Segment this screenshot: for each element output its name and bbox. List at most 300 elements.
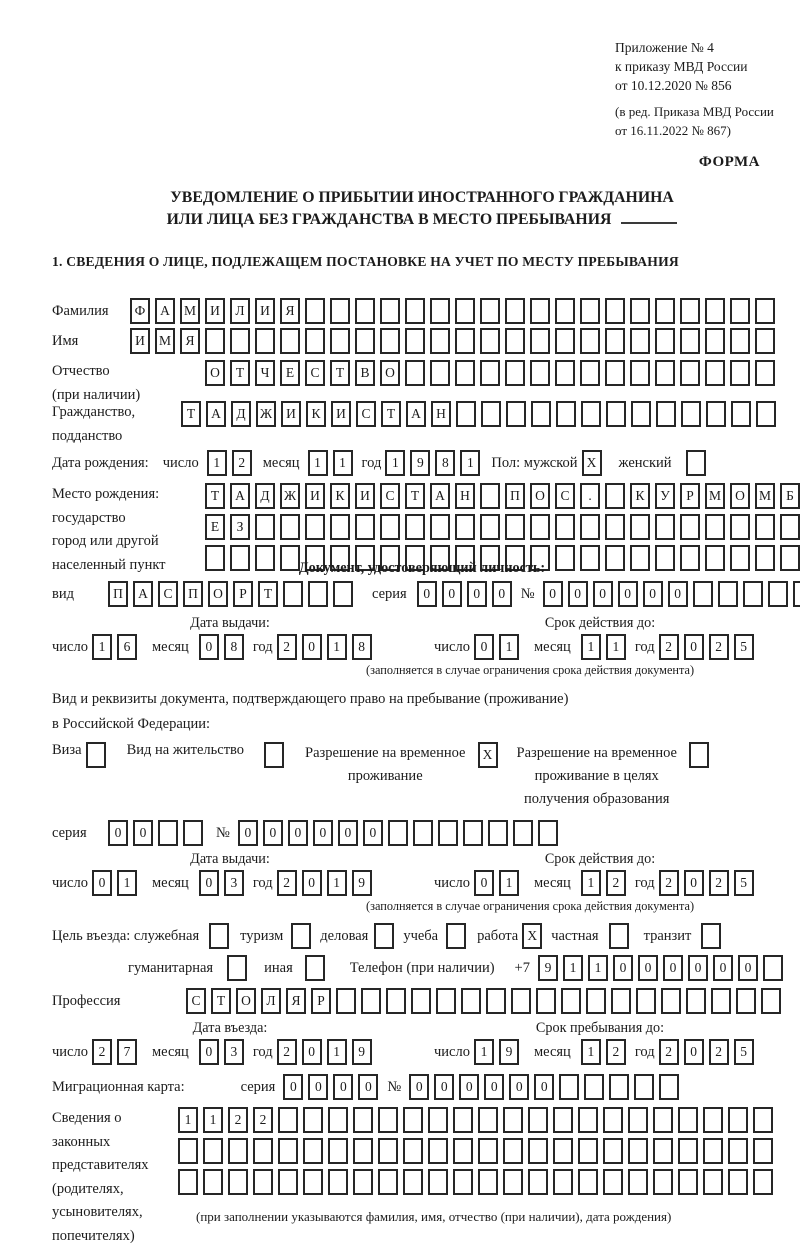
char-box[interactable]: 2 xyxy=(709,634,729,660)
char-box[interactable] xyxy=(680,545,700,571)
char-box[interactable] xyxy=(581,401,601,427)
char-box[interactable]: П xyxy=(505,483,525,509)
char-box[interactable] xyxy=(528,1169,548,1195)
char-box[interactable] xyxy=(330,298,350,324)
char-box[interactable] xyxy=(413,820,433,846)
char-box[interactable] xyxy=(530,360,550,386)
char-box[interactable] xyxy=(328,1107,348,1133)
char-box[interactable] xyxy=(655,298,675,324)
char-box[interactable] xyxy=(505,360,525,386)
char-box[interactable] xyxy=(686,450,706,476)
char-box[interactable] xyxy=(178,1169,198,1195)
char-box[interactable]: А xyxy=(206,401,226,427)
char-box[interactable] xyxy=(505,328,525,354)
char-box[interactable] xyxy=(728,1169,748,1195)
char-box[interactable] xyxy=(711,988,731,1014)
char-box[interactable]: Т xyxy=(230,360,250,386)
char-box[interactable]: М xyxy=(705,483,725,509)
char-box[interactable] xyxy=(603,1138,623,1164)
char-box[interactable]: Т xyxy=(181,401,201,427)
char-box[interactable] xyxy=(453,1107,473,1133)
char-box[interactable]: . xyxy=(580,483,600,509)
char-box[interactable]: 0 xyxy=(684,870,704,896)
char-box[interactable] xyxy=(453,1138,473,1164)
char-box[interactable]: 0 xyxy=(738,955,758,981)
char-box[interactable] xyxy=(755,328,775,354)
char-box[interactable] xyxy=(403,1169,423,1195)
char-box[interactable]: А xyxy=(230,483,250,509)
char-box[interactable]: 0 xyxy=(684,1039,704,1065)
char-box[interactable]: 2 xyxy=(659,634,679,660)
char-box[interactable]: 2 xyxy=(606,1039,626,1065)
char-box[interactable]: 7 xyxy=(117,1039,137,1065)
char-box[interactable]: А xyxy=(430,483,450,509)
char-box[interactable]: И xyxy=(331,401,351,427)
char-box[interactable] xyxy=(680,360,700,386)
char-box[interactable] xyxy=(453,1169,473,1195)
char-box[interactable]: 0 xyxy=(313,820,333,846)
char-box[interactable] xyxy=(280,514,300,540)
char-box[interactable] xyxy=(405,328,425,354)
char-box[interactable]: 1 xyxy=(203,1107,223,1133)
char-box[interactable] xyxy=(303,1107,323,1133)
char-box[interactable]: 0 xyxy=(238,820,258,846)
char-box[interactable]: 1 xyxy=(92,634,112,660)
char-box[interactable]: 1 xyxy=(499,634,519,660)
char-box[interactable]: С xyxy=(305,360,325,386)
char-box[interactable]: М xyxy=(755,483,775,509)
char-box[interactable] xyxy=(255,328,275,354)
char-box[interactable] xyxy=(308,581,328,607)
char-box[interactable] xyxy=(609,1074,629,1100)
char-box[interactable] xyxy=(378,1169,398,1195)
char-box[interactable] xyxy=(353,1169,373,1195)
char-box[interactable] xyxy=(705,360,725,386)
char-box[interactable] xyxy=(283,581,303,607)
char-box[interactable] xyxy=(731,401,751,427)
char-box[interactable] xyxy=(605,360,625,386)
char-box[interactable] xyxy=(183,820,203,846)
char-box[interactable] xyxy=(303,1138,323,1164)
char-box[interactable]: 1 xyxy=(207,450,227,476)
char-box[interactable]: О xyxy=(530,483,550,509)
char-box[interactable]: И xyxy=(205,298,225,324)
char-box[interactable] xyxy=(205,545,225,571)
char-box[interactable] xyxy=(361,988,381,1014)
char-box[interactable] xyxy=(631,401,651,427)
char-box[interactable]: 0 xyxy=(302,634,322,660)
char-box[interactable]: 0 xyxy=(199,1039,219,1065)
char-box[interactable] xyxy=(505,298,525,324)
char-box[interactable] xyxy=(405,514,425,540)
char-box[interactable]: 1 xyxy=(178,1107,198,1133)
char-box[interactable] xyxy=(405,298,425,324)
char-box[interactable]: В xyxy=(355,360,375,386)
char-box[interactable]: С xyxy=(186,988,206,1014)
char-box[interactable] xyxy=(428,1107,448,1133)
char-box[interactable]: 2 xyxy=(92,1039,112,1065)
char-box[interactable] xyxy=(755,360,775,386)
char-box[interactable]: 1 xyxy=(327,1039,347,1065)
char-box[interactable] xyxy=(756,401,776,427)
char-box[interactable] xyxy=(456,401,476,427)
char-box[interactable]: Р xyxy=(311,988,331,1014)
char-box[interactable]: 0 xyxy=(668,581,688,607)
char-box[interactable]: Ж xyxy=(256,401,276,427)
char-box[interactable] xyxy=(678,1138,698,1164)
char-box[interactable] xyxy=(678,1107,698,1133)
char-box[interactable] xyxy=(461,988,481,1014)
char-box[interactable]: 1 xyxy=(606,634,626,660)
char-box[interactable] xyxy=(411,988,431,1014)
char-box[interactable] xyxy=(606,401,626,427)
char-box[interactable]: М xyxy=(155,328,175,354)
char-box[interactable] xyxy=(228,1138,248,1164)
char-box[interactable] xyxy=(455,514,475,540)
char-box[interactable]: X xyxy=(478,742,498,768)
char-box[interactable] xyxy=(455,298,475,324)
char-box[interactable] xyxy=(780,545,800,571)
char-box[interactable]: Е xyxy=(280,360,300,386)
char-box[interactable]: 0 xyxy=(417,581,437,607)
char-box[interactable] xyxy=(555,328,575,354)
char-box[interactable]: С xyxy=(356,401,376,427)
char-box[interactable]: З xyxy=(230,514,250,540)
char-box[interactable]: Т xyxy=(211,988,231,1014)
char-box[interactable]: 0 xyxy=(613,955,633,981)
char-box[interactable] xyxy=(661,988,681,1014)
char-box[interactable] xyxy=(578,1138,598,1164)
char-box[interactable]: 0 xyxy=(568,581,588,607)
char-box[interactable] xyxy=(680,328,700,354)
char-box[interactable] xyxy=(728,1107,748,1133)
char-box[interactable]: Р xyxy=(680,483,700,509)
char-box[interactable]: Ж xyxy=(280,483,300,509)
char-box[interactable] xyxy=(580,514,600,540)
char-box[interactable]: 3 xyxy=(224,870,244,896)
char-box[interactable] xyxy=(580,545,600,571)
char-box[interactable] xyxy=(580,328,600,354)
char-box[interactable] xyxy=(380,298,400,324)
char-box[interactable] xyxy=(380,328,400,354)
char-box[interactable] xyxy=(255,545,275,571)
char-box[interactable] xyxy=(205,328,225,354)
char-box[interactable] xyxy=(580,360,600,386)
char-box[interactable] xyxy=(513,820,533,846)
char-box[interactable]: И xyxy=(355,483,375,509)
char-box[interactable]: 0 xyxy=(302,870,322,896)
char-box[interactable] xyxy=(203,1138,223,1164)
char-box[interactable] xyxy=(636,988,656,1014)
char-box[interactable]: 0 xyxy=(663,955,683,981)
char-box[interactable] xyxy=(630,545,650,571)
char-box[interactable]: Т xyxy=(258,581,278,607)
char-box[interactable]: 0 xyxy=(643,581,663,607)
char-box[interactable]: А xyxy=(155,298,175,324)
char-box[interactable] xyxy=(378,1107,398,1133)
char-box[interactable] xyxy=(505,514,525,540)
char-box[interactable]: С xyxy=(380,483,400,509)
char-box[interactable] xyxy=(530,328,550,354)
char-box[interactable]: К xyxy=(630,483,650,509)
char-box[interactable] xyxy=(255,514,275,540)
char-box[interactable]: О xyxy=(208,581,228,607)
char-box[interactable] xyxy=(403,1107,423,1133)
char-box[interactable]: С xyxy=(555,483,575,509)
char-box[interactable]: Ч xyxy=(255,360,275,386)
char-box[interactable]: 2 xyxy=(253,1107,273,1133)
char-box[interactable]: Т xyxy=(330,360,350,386)
char-box[interactable] xyxy=(793,581,800,607)
char-box[interactable] xyxy=(478,1138,498,1164)
char-box[interactable] xyxy=(553,1138,573,1164)
char-box[interactable]: 2 xyxy=(277,634,297,660)
char-box[interactable] xyxy=(681,401,701,427)
char-box[interactable] xyxy=(209,923,229,949)
char-box[interactable] xyxy=(630,328,650,354)
char-box[interactable] xyxy=(628,1169,648,1195)
char-box[interactable]: О xyxy=(236,988,256,1014)
char-box[interactable] xyxy=(503,1107,523,1133)
char-box[interactable] xyxy=(553,1169,573,1195)
char-box[interactable]: 0 xyxy=(713,955,733,981)
char-box[interactable] xyxy=(578,1107,598,1133)
char-box[interactable] xyxy=(336,988,356,1014)
char-box[interactable] xyxy=(374,923,394,949)
char-box[interactable]: 0 xyxy=(199,634,219,660)
char-box[interactable] xyxy=(586,988,606,1014)
char-box[interactable]: 0 xyxy=(333,1074,353,1100)
char-box[interactable] xyxy=(605,298,625,324)
char-box[interactable]: Я xyxy=(180,328,200,354)
char-box[interactable]: 0 xyxy=(459,1074,479,1100)
char-box[interactable]: 1 xyxy=(581,870,601,896)
char-box[interactable] xyxy=(430,514,450,540)
char-box[interactable] xyxy=(86,742,106,768)
char-box[interactable]: Я xyxy=(280,298,300,324)
char-box[interactable]: 0 xyxy=(288,820,308,846)
char-box[interactable] xyxy=(686,988,706,1014)
char-box[interactable] xyxy=(480,514,500,540)
char-box[interactable] xyxy=(703,1107,723,1133)
char-box[interactable] xyxy=(405,360,425,386)
char-box[interactable] xyxy=(278,1169,298,1195)
char-box[interactable]: 2 xyxy=(659,1039,679,1065)
char-box[interactable]: М xyxy=(180,298,200,324)
char-box[interactable]: 0 xyxy=(618,581,638,607)
char-box[interactable] xyxy=(227,955,247,981)
char-box[interactable] xyxy=(553,1107,573,1133)
char-box[interactable]: 0 xyxy=(684,634,704,660)
char-box[interactable] xyxy=(693,581,713,607)
char-box[interactable] xyxy=(278,1138,298,1164)
char-box[interactable]: П xyxy=(108,581,128,607)
char-box[interactable] xyxy=(528,1107,548,1133)
char-box[interactable] xyxy=(330,514,350,540)
char-box[interactable] xyxy=(463,820,483,846)
char-box[interactable]: Д xyxy=(231,401,251,427)
char-box[interactable] xyxy=(753,1138,773,1164)
char-box[interactable]: У xyxy=(655,483,675,509)
char-box[interactable] xyxy=(689,742,709,768)
char-box[interactable] xyxy=(653,1138,673,1164)
char-box[interactable] xyxy=(480,360,500,386)
char-box[interactable] xyxy=(503,1169,523,1195)
char-box[interactable] xyxy=(278,1107,298,1133)
char-box[interactable] xyxy=(555,360,575,386)
char-box[interactable] xyxy=(730,298,750,324)
char-box[interactable] xyxy=(486,988,506,1014)
char-box[interactable]: 8 xyxy=(435,450,455,476)
char-box[interactable] xyxy=(703,1138,723,1164)
char-box[interactable]: 1 xyxy=(588,955,608,981)
char-box[interactable]: 5 xyxy=(734,1039,754,1065)
char-box[interactable] xyxy=(355,328,375,354)
char-box[interactable] xyxy=(355,514,375,540)
char-box[interactable] xyxy=(628,1138,648,1164)
char-box[interactable] xyxy=(630,360,650,386)
char-box[interactable]: 1 xyxy=(581,634,601,660)
char-box[interactable]: 1 xyxy=(563,955,583,981)
char-box[interactable]: 0 xyxy=(263,820,283,846)
char-box[interactable]: 0 xyxy=(108,820,128,846)
char-box[interactable] xyxy=(705,298,725,324)
char-box[interactable] xyxy=(478,1107,498,1133)
char-box[interactable]: Т xyxy=(381,401,401,427)
char-box[interactable] xyxy=(280,545,300,571)
char-box[interactable] xyxy=(328,1138,348,1164)
char-box[interactable] xyxy=(584,1074,604,1100)
char-box[interactable] xyxy=(403,1138,423,1164)
char-box[interactable] xyxy=(291,923,311,949)
char-box[interactable]: И xyxy=(255,298,275,324)
char-box[interactable] xyxy=(605,483,625,509)
char-box[interactable] xyxy=(436,988,456,1014)
char-box[interactable] xyxy=(536,988,556,1014)
char-box[interactable] xyxy=(555,298,575,324)
char-box[interactable] xyxy=(761,988,781,1014)
char-box[interactable]: 2 xyxy=(709,1039,729,1065)
char-box[interactable]: Т xyxy=(405,483,425,509)
char-box[interactable]: 2 xyxy=(228,1107,248,1133)
char-box[interactable]: 1 xyxy=(327,870,347,896)
char-box[interactable] xyxy=(481,401,501,427)
char-box[interactable] xyxy=(380,514,400,540)
char-box[interactable]: Д xyxy=(255,483,275,509)
char-box[interactable] xyxy=(531,401,551,427)
char-box[interactable] xyxy=(559,1074,579,1100)
char-box[interactable]: 1 xyxy=(327,634,347,660)
char-box[interactable] xyxy=(603,1169,623,1195)
char-box[interactable]: И xyxy=(305,483,325,509)
char-box[interactable]: А xyxy=(133,581,153,607)
char-box[interactable] xyxy=(556,401,576,427)
char-box[interactable]: 3 xyxy=(224,1039,244,1065)
char-box[interactable] xyxy=(780,514,800,540)
char-box[interactable]: 0 xyxy=(474,634,494,660)
char-box[interactable]: 0 xyxy=(199,870,219,896)
char-box[interactable]: 2 xyxy=(659,870,679,896)
char-box[interactable]: 0 xyxy=(593,581,613,607)
char-box[interactable] xyxy=(701,923,721,949)
char-box[interactable] xyxy=(580,298,600,324)
char-box[interactable] xyxy=(446,923,466,949)
char-box[interactable]: Л xyxy=(261,988,281,1014)
char-box[interactable] xyxy=(378,1138,398,1164)
char-box[interactable]: 5 xyxy=(734,870,754,896)
char-box[interactable]: 8 xyxy=(224,634,244,660)
char-box[interactable] xyxy=(768,581,788,607)
char-box[interactable] xyxy=(455,328,475,354)
char-box[interactable] xyxy=(511,988,531,1014)
char-box[interactable] xyxy=(763,955,783,981)
char-box[interactable]: 1 xyxy=(460,450,480,476)
char-box[interactable]: Е xyxy=(205,514,225,540)
char-box[interactable] xyxy=(706,401,726,427)
char-box[interactable] xyxy=(178,1138,198,1164)
char-box[interactable] xyxy=(630,298,650,324)
char-box[interactable]: 0 xyxy=(434,1074,454,1100)
char-box[interactable] xyxy=(333,581,353,607)
char-box[interactable]: 0 xyxy=(338,820,358,846)
char-box[interactable]: 2 xyxy=(606,870,626,896)
char-box[interactable] xyxy=(743,581,763,607)
char-box[interactable] xyxy=(455,360,475,386)
char-box[interactable]: 9 xyxy=(352,870,372,896)
char-box[interactable]: 2 xyxy=(232,450,252,476)
char-box[interactable] xyxy=(158,820,178,846)
char-box[interactable]: Н xyxy=(431,401,451,427)
char-box[interactable] xyxy=(634,1074,654,1100)
char-box[interactable]: 0 xyxy=(688,955,708,981)
char-box[interactable]: X xyxy=(582,450,602,476)
char-box[interactable] xyxy=(555,514,575,540)
char-box[interactable] xyxy=(653,1107,673,1133)
char-box[interactable] xyxy=(530,514,550,540)
char-box[interactable] xyxy=(555,545,575,571)
char-box[interactable]: 2 xyxy=(277,870,297,896)
char-box[interactable]: П xyxy=(183,581,203,607)
char-box[interactable]: 0 xyxy=(133,820,153,846)
char-box[interactable] xyxy=(578,1169,598,1195)
char-box[interactable] xyxy=(253,1169,273,1195)
char-box[interactable] xyxy=(655,545,675,571)
char-box[interactable]: 0 xyxy=(358,1074,378,1100)
char-box[interactable] xyxy=(264,742,284,768)
char-box[interactable] xyxy=(430,298,450,324)
char-box[interactable] xyxy=(705,328,725,354)
char-box[interactable] xyxy=(753,1169,773,1195)
char-box[interactable]: 1 xyxy=(117,870,137,896)
char-box[interactable] xyxy=(303,1169,323,1195)
char-box[interactable] xyxy=(305,298,325,324)
char-box[interactable]: 0 xyxy=(302,1039,322,1065)
char-box[interactable]: 1 xyxy=(385,450,405,476)
char-box[interactable] xyxy=(680,298,700,324)
char-box[interactable] xyxy=(730,328,750,354)
char-box[interactable]: 9 xyxy=(352,1039,372,1065)
char-box[interactable] xyxy=(755,514,775,540)
char-box[interactable]: О xyxy=(205,360,225,386)
char-box[interactable]: Б xyxy=(780,483,800,509)
char-box[interactable] xyxy=(530,298,550,324)
char-box[interactable]: 5 xyxy=(734,634,754,660)
char-box[interactable] xyxy=(656,401,676,427)
char-box[interactable] xyxy=(628,1107,648,1133)
char-box[interactable]: Ф xyxy=(130,298,150,324)
char-box[interactable] xyxy=(330,328,350,354)
char-box[interactable] xyxy=(678,1169,698,1195)
